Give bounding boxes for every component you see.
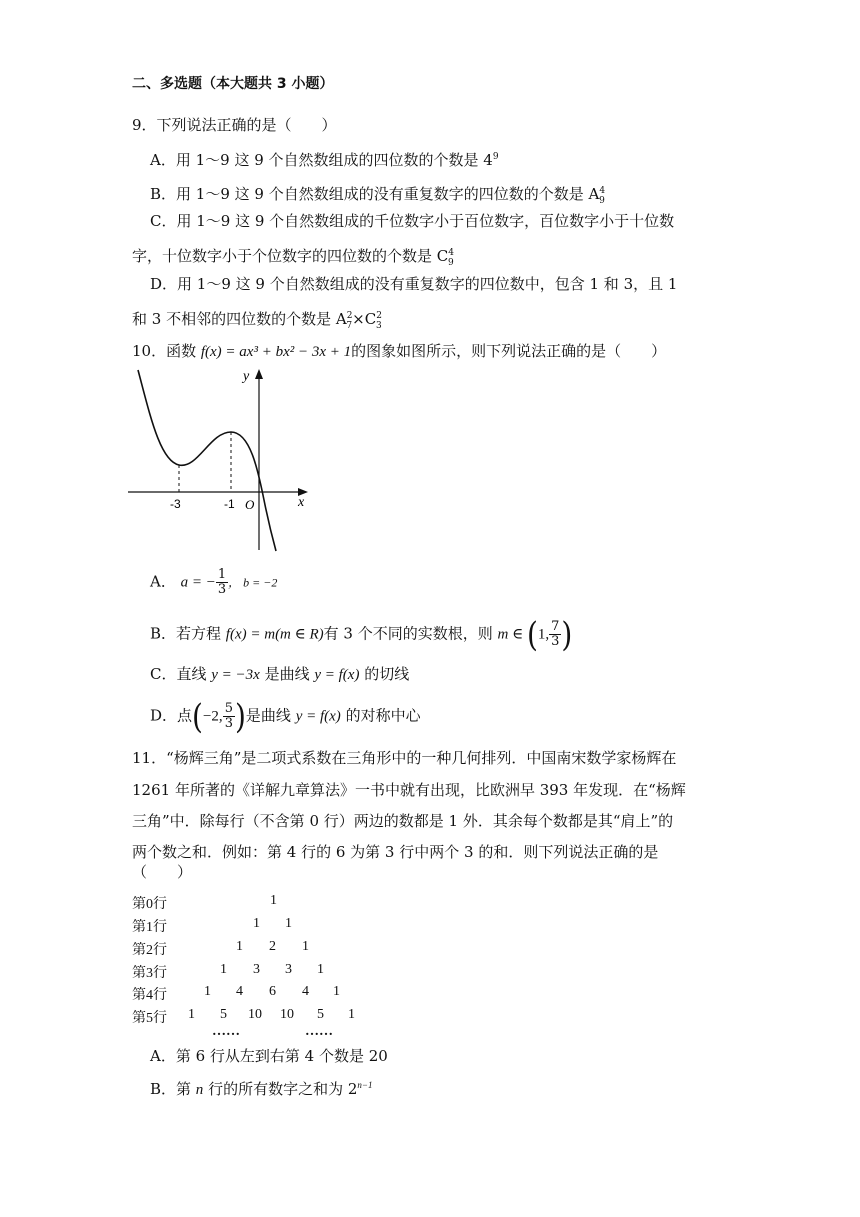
- tri-num: 2: [269, 939, 276, 954]
- x-axis-label: x: [298, 495, 305, 510]
- q11-option-b: B．第 n 行的所有数字之和为 $2^{n-1}$: [150, 1080, 373, 1098]
- tri-num: 4: [236, 984, 243, 999]
- q9-option-d-line2: 和 3 不相邻的四位数的个数是 $A^2_7\times C^2_3$: [132, 310, 382, 331]
- tri-num: 10: [248, 1007, 262, 1022]
- y-axis-arrow: [255, 369, 263, 379]
- cubic-curve: [138, 370, 276, 551]
- tri-num: 1: [253, 916, 260, 931]
- q9-option-c-line1: C．用 1～9 这 9 个自然数组成的千位数字小于百位数字，百位数字小于十位数: [150, 212, 675, 230]
- tri-num: 1: [333, 984, 340, 999]
- tri-num: 6: [269, 984, 276, 999]
- origin-label: O: [245, 497, 255, 512]
- y-axis-label: y: [243, 369, 250, 384]
- row-label: 第4行: [132, 988, 167, 1003]
- q11-option-a: A．第 6 行从左到右第 4 个数是 20: [150, 1047, 388, 1065]
- tick-label-neg3: -3: [170, 497, 181, 511]
- tri-num: 1: [188, 1007, 195, 1022]
- tri-num: 4: [302, 984, 309, 999]
- q11-line2: 1261 年所著的《详解九章算法》一书中就有出现，比欧洲早 393 年发现．在“杨辉: [132, 781, 686, 799]
- tri-num: 1: [285, 916, 292, 931]
- q9-option-d-line1: D．用 1～9 这 9 个自然数组成的没有重复数字的四位数中，包含 1 和 3，且 1: [150, 275, 678, 293]
- tri-num: 1: [348, 1007, 355, 1022]
- q10-option-d: D．点(−2, $\frac{5}{3}$ )是曲线 y = f(x) 的对称中心: [150, 696, 421, 736]
- tri-num: 3: [253, 962, 260, 977]
- row-label: 第2行: [132, 943, 167, 958]
- q9-stem: 9．下列说法正确的是（ ）: [132, 116, 337, 134]
- tri-num: 3: [285, 962, 292, 977]
- tri-num: 1: [220, 962, 227, 977]
- row-label: 第0行: [132, 897, 167, 912]
- q10-option-c: C．直线 y = −3x 是曲线 y = f(x) 的切线: [150, 665, 410, 683]
- row-label: 第5行: [132, 1011, 167, 1026]
- q11-line3: 三角”中．除每行（不含第 0 行）两边的数都是 1 外．其余每个数都是其“肩上”的: [132, 812, 674, 830]
- q11-line4: 两个数之和．例如：第 4 行的 6 为第 3 行中两个 3 的和．则下列说法正确的是: [132, 843, 659, 861]
- ellipsis-left: ……: [212, 1024, 240, 1039]
- q9-option-a: A．用 1～9 这 9 个自然数组成的四位数的个数是 $4^9$: [150, 151, 499, 169]
- tri-num: 1: [236, 939, 243, 954]
- tri-num: 1: [270, 893, 277, 908]
- row-label: 第1行: [132, 920, 167, 935]
- row-label: 第3行: [132, 966, 167, 981]
- q11-line5: （ ）: [132, 863, 193, 881]
- tri-num: 5: [220, 1007, 227, 1022]
- ellipsis-right: ……: [305, 1024, 333, 1039]
- section-title: 二、多选题（本大题共 3 小题）: [132, 76, 334, 92]
- q11-line1: 11．“杨辉三角”是二项式系数在三角形中的一种几何排列．中国南宋数学家杨辉在: [132, 749, 677, 767]
- tri-num: 1: [204, 984, 211, 999]
- q10-option-b: B．若方程 f(x) = m(m ∈ R)有 3 个不同的实数根，则 m ∈ (1, $\frac{7}{3}$ ): [150, 614, 573, 654]
- q9-option-c-line2: 字，十位数字小于个位数字的四位数的个数是 $C^4_9$: [132, 247, 454, 268]
- tri-num: 1: [317, 962, 324, 977]
- tri-num: 1: [302, 939, 309, 954]
- tri-num: 10: [280, 1007, 294, 1022]
- q10-function-graph: [128, 365, 318, 555]
- tick-label-neg1: -1: [224, 497, 235, 511]
- tri-num: 5: [317, 1007, 324, 1022]
- q10-stem: 10．函数 f(x) = ax³ + bx² − 3x + 1的图象如图所示，则下列说法正确的是（ ）: [132, 342, 667, 360]
- q9-option-b: B．用 1～9 这 9 个自然数组成的没有重复数字的四位数的个数是 $A^4_9$: [150, 185, 606, 206]
- q10-option-a: A． a = − $\frac{1}{3}$ ， b = −2: [150, 567, 278, 597]
